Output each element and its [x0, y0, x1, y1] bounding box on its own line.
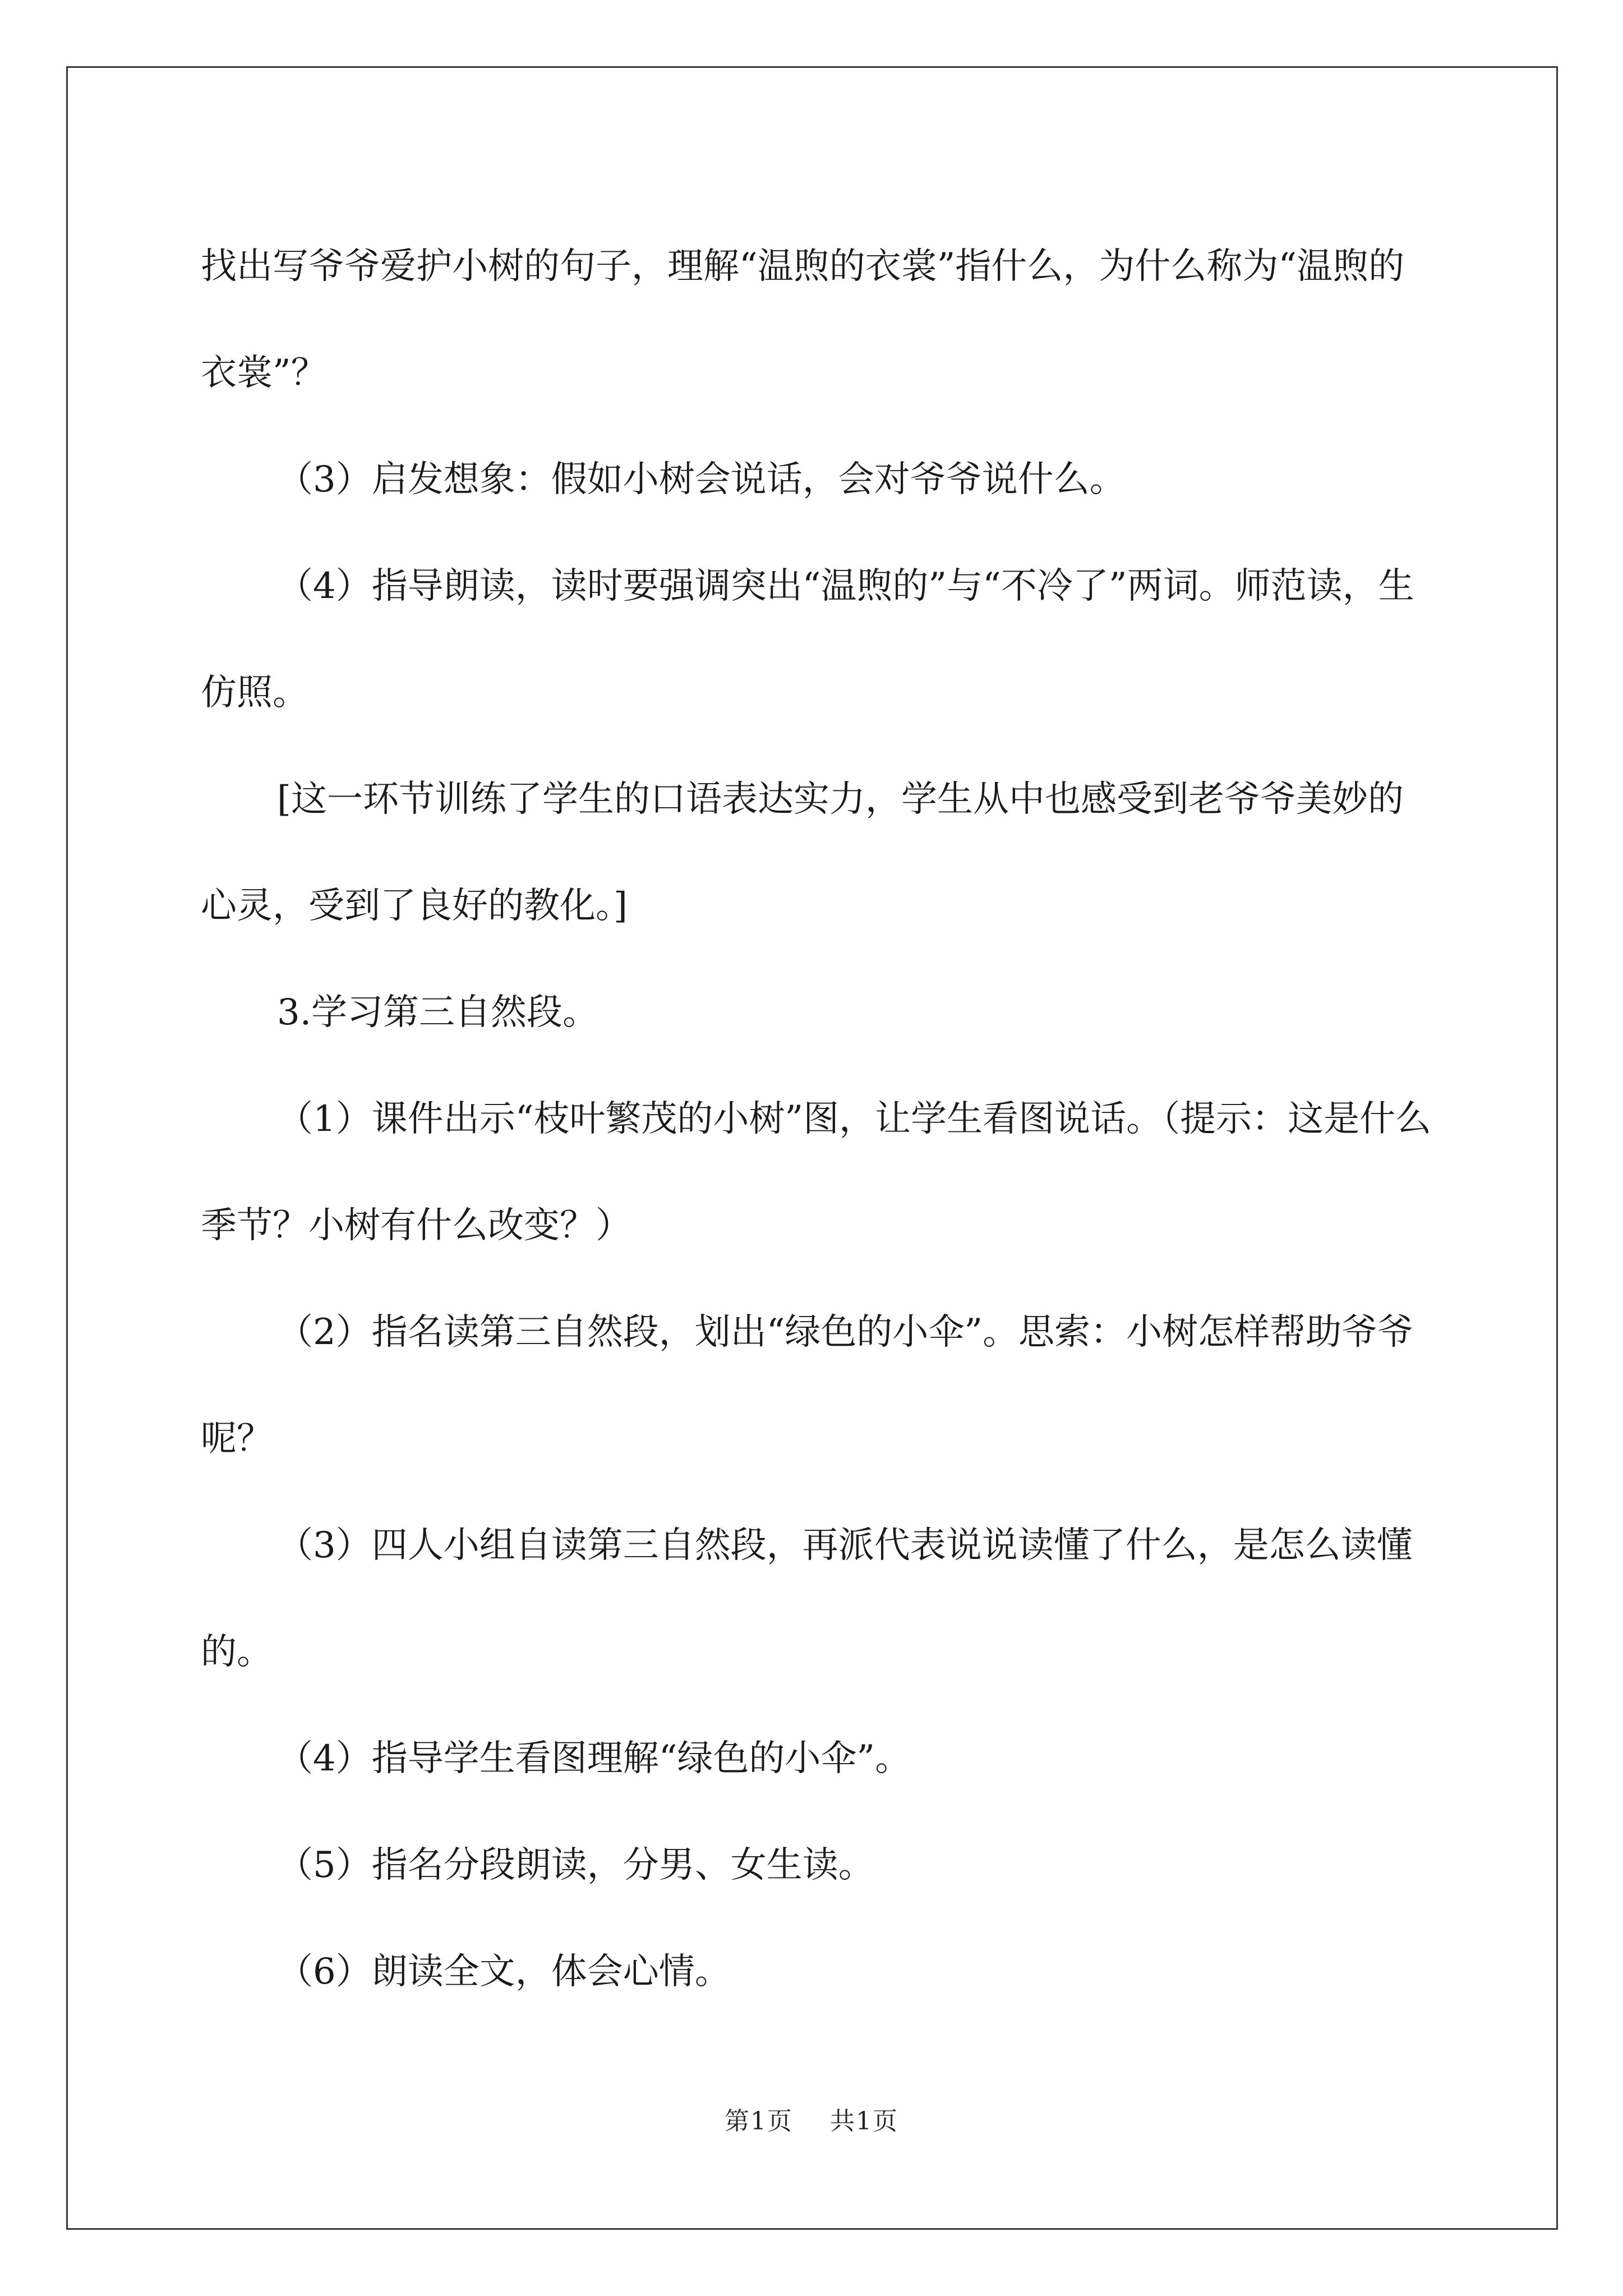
- paragraph-0: 找出写爷爷爱护小树的句子，理解“温煦的衣裳”指什么，为什么称为“温煦的衣裳”？: [201, 246, 1405, 394]
- paragraph-1: （3）启发想象：假如小树会说话，会对爷爷说什么。: [277, 459, 1126, 500]
- paragraph-8: （4）指导学生看图理解“绿色的小伞”。: [277, 1738, 911, 1779]
- page-number: 第1页: [725, 2107, 793, 2136]
- paragraph-3: [这一环节训练了学生的口语表达实力，学生从中也感受到老爷爷美妙的心灵，受到了良好的教化。]: [201, 779, 1404, 927]
- paragraph-7: （3）四人小组自读第三自然段，再派代表说说读懂了什么，是怎么读懂的。: [201, 1525, 1413, 1673]
- paragraph-6: （2）指名读第三自然段，划出“绿色的小伞”。思索：小树怎样帮助爷爷呢？: [201, 1312, 1414, 1460]
- page-total: 共1页: [830, 2107, 898, 2136]
- paragraph-10: （6）朗读全文，体会心情。: [277, 1951, 731, 1993]
- paragraph-9: （5）指名分段朗读，分男、女生读。: [277, 1844, 874, 1886]
- document-body: [201, 213, 1435, 2025]
- paragraph-5: （1）课件出示“枝叶繁茂的小树”图，让学生看图说话。（提示：这是什么季节？小树有什么改变？）: [201, 1098, 1432, 1246]
- paragraph-4: 3.学习第三自然段。: [277, 992, 599, 1033]
- page-footer: [0, 2105, 1623, 2138]
- paragraph-2: （4）指导朗读，读时要强调突出“温煦的”与“不冷了”两词。师范读，生仿照。: [201, 565, 1414, 714]
